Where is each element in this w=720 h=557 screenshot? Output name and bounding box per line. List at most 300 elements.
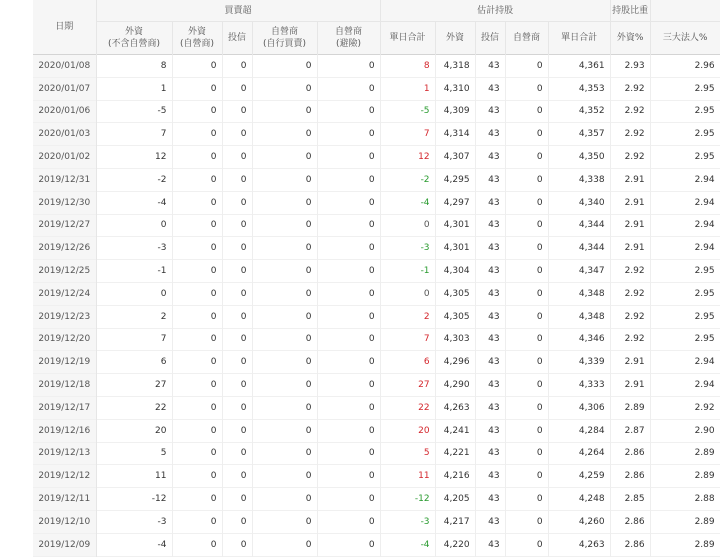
cell-pct-three-institutions: 2.89 bbox=[650, 442, 720, 465]
table-row bbox=[33, 282, 720, 305]
cell-pct-foreign: 2.86 bbox=[610, 510, 650, 533]
header-holding-trust: 投信 bbox=[475, 22, 505, 55]
cell-dealer-self-net: 0 bbox=[252, 465, 317, 488]
cell-pct-foreign: 2.92 bbox=[610, 146, 650, 169]
cell-trust-net: 0 bbox=[222, 77, 252, 100]
cell-pct-three-institutions: 2.95 bbox=[650, 328, 720, 351]
header-holding-foreign: 外資 bbox=[435, 22, 475, 55]
cell-foreign-dealer-net: 0 bbox=[172, 328, 222, 351]
cell-foreign-net: 22 bbox=[96, 396, 172, 419]
cell-foreign-net: 2 bbox=[96, 305, 172, 328]
cell-holding-foreign: 4,305 bbox=[435, 305, 475, 328]
row-date: 2019/12/19 bbox=[33, 351, 96, 374]
cell-foreign-net: -1 bbox=[96, 260, 172, 283]
row-date: 2019/12/12 bbox=[33, 465, 96, 488]
row-date: 2019/12/13 bbox=[33, 442, 96, 465]
cell-holding-trust: 43 bbox=[475, 191, 505, 214]
header-group-empty bbox=[650, 0, 720, 22]
cell-daily-total: 22 bbox=[380, 396, 435, 419]
cell-holding-foreign: 4,290 bbox=[435, 374, 475, 397]
cell-foreign-net: -12 bbox=[96, 488, 172, 511]
cell-pct-foreign: 2.86 bbox=[610, 442, 650, 465]
cell-holding-dealer: 0 bbox=[505, 146, 548, 169]
cell-holding-foreign: 4,217 bbox=[435, 510, 475, 533]
cell-trust-net: 0 bbox=[222, 488, 252, 511]
cell-dealer-hedge-net: 0 bbox=[317, 533, 380, 556]
cell-dealer-self-net: 0 bbox=[252, 77, 317, 100]
cell-holding-dealer: 0 bbox=[505, 77, 548, 100]
cell-dealer-hedge-net: 0 bbox=[317, 168, 380, 191]
cell-foreign-dealer-net: 0 bbox=[172, 533, 222, 556]
cell-dealer-hedge-net: 0 bbox=[317, 374, 380, 397]
cell-trust-net: 0 bbox=[222, 191, 252, 214]
cell-dealer-hedge-net: 0 bbox=[317, 465, 380, 488]
cell-pct-three-institutions: 2.95 bbox=[650, 305, 720, 328]
cell-foreign-net: 20 bbox=[96, 419, 172, 442]
cell-foreign-net: -3 bbox=[96, 510, 172, 533]
cell-holding-trust: 43 bbox=[475, 123, 505, 146]
cell-dealer-hedge-net: 0 bbox=[317, 55, 380, 78]
cell-holding-total: 4,248 bbox=[548, 488, 610, 511]
cell-holding-foreign: 4,205 bbox=[435, 488, 475, 511]
table-header bbox=[33, 0, 720, 55]
row-date: 2020/01/03 bbox=[33, 123, 96, 146]
cell-foreign-dealer-net: 0 bbox=[172, 214, 222, 237]
table-row bbox=[33, 488, 720, 511]
header-pct-three-institutions: 三大法人% bbox=[650, 22, 720, 55]
cell-daily-total: 11 bbox=[380, 465, 435, 488]
row-date: 2019/12/26 bbox=[33, 237, 96, 260]
cell-holding-total: 4,350 bbox=[548, 146, 610, 169]
cell-trust-net: 0 bbox=[222, 328, 252, 351]
cell-dealer-hedge-net: 0 bbox=[317, 123, 380, 146]
cell-dealer-self-net: 0 bbox=[252, 442, 317, 465]
cell-holding-total: 4,344 bbox=[548, 237, 610, 260]
cell-dealer-hedge-net: 0 bbox=[317, 191, 380, 214]
cell-pct-three-institutions: 2.94 bbox=[650, 191, 720, 214]
cell-foreign-dealer-net: 0 bbox=[172, 77, 222, 100]
table-row bbox=[33, 374, 720, 397]
cell-trust-net: 0 bbox=[222, 374, 252, 397]
cell-holding-trust: 43 bbox=[475, 351, 505, 374]
header-holding-total: 單日合計 bbox=[548, 22, 610, 55]
cell-holding-foreign: 4,305 bbox=[435, 282, 475, 305]
cell-foreign-net: -3 bbox=[96, 237, 172, 260]
header-trust-net: 投信 bbox=[222, 22, 252, 55]
cell-holding-trust: 43 bbox=[475, 100, 505, 123]
cell-dealer-hedge-net: 0 bbox=[317, 282, 380, 305]
cell-daily-total: 0 bbox=[380, 214, 435, 237]
table-row bbox=[33, 191, 720, 214]
cell-dealer-self-net: 0 bbox=[252, 55, 317, 78]
cell-holding-trust: 43 bbox=[475, 305, 505, 328]
cell-dealer-self-net: 0 bbox=[252, 168, 317, 191]
cell-dealer-self-net: 0 bbox=[252, 396, 317, 419]
cell-foreign-net: 7 bbox=[96, 123, 172, 146]
cell-foreign-dealer-net: 0 bbox=[172, 374, 222, 397]
cell-daily-total: 1 bbox=[380, 77, 435, 100]
cell-pct-foreign: 2.91 bbox=[610, 191, 650, 214]
cell-holding-foreign: 4,309 bbox=[435, 100, 475, 123]
cell-dealer-hedge-net: 0 bbox=[317, 488, 380, 511]
cell-holding-trust: 43 bbox=[475, 374, 505, 397]
cell-foreign-net: -4 bbox=[96, 533, 172, 556]
cell-holding-foreign: 4,304 bbox=[435, 260, 475, 283]
table-row bbox=[33, 442, 720, 465]
cell-holding-dealer: 0 bbox=[505, 168, 548, 191]
cell-holding-dealer: 0 bbox=[505, 351, 548, 374]
cell-holding-total: 4,348 bbox=[548, 282, 610, 305]
cell-pct-foreign: 2.92 bbox=[610, 123, 650, 146]
cell-holding-total: 4,344 bbox=[548, 214, 610, 237]
cell-daily-total: 8 bbox=[380, 55, 435, 78]
cell-holding-dealer: 0 bbox=[505, 488, 548, 511]
cell-pct-three-institutions: 2.88 bbox=[650, 488, 720, 511]
cell-foreign-dealer-net: 0 bbox=[172, 100, 222, 123]
cell-daily-total: 27 bbox=[380, 374, 435, 397]
cell-holding-dealer: 0 bbox=[505, 237, 548, 260]
table-row bbox=[33, 214, 720, 237]
cell-pct-foreign: 2.92 bbox=[610, 305, 650, 328]
row-date: 2020/01/02 bbox=[33, 146, 96, 169]
cell-holding-trust: 43 bbox=[475, 214, 505, 237]
cell-dealer-self-net: 0 bbox=[252, 328, 317, 351]
cell-holding-trust: 43 bbox=[475, 533, 505, 556]
cell-holding-dealer: 0 bbox=[505, 100, 548, 123]
cell-pct-three-institutions: 2.95 bbox=[650, 146, 720, 169]
cell-pct-foreign: 2.91 bbox=[610, 237, 650, 260]
cell-holding-dealer: 0 bbox=[505, 396, 548, 419]
table-row bbox=[33, 419, 720, 442]
cell-daily-total: 20 bbox=[380, 419, 435, 442]
cell-foreign-dealer-net: 0 bbox=[172, 305, 222, 328]
cell-daily-total: -12 bbox=[380, 488, 435, 511]
cell-holding-total: 4,333 bbox=[548, 374, 610, 397]
cell-pct-foreign: 2.91 bbox=[610, 374, 650, 397]
cell-foreign-net: 8 bbox=[96, 55, 172, 78]
cell-dealer-hedge-net: 0 bbox=[317, 396, 380, 419]
cell-foreign-dealer-net: 0 bbox=[172, 237, 222, 260]
cell-holding-total: 4,361 bbox=[548, 55, 610, 78]
cell-pct-three-institutions: 2.95 bbox=[650, 282, 720, 305]
cell-foreign-net: 5 bbox=[96, 442, 172, 465]
cell-foreign-net: 11 bbox=[96, 465, 172, 488]
cell-holding-trust: 43 bbox=[475, 55, 505, 78]
header-foreign-net: 外資 (不含自營商) bbox=[96, 22, 172, 55]
cell-holding-total: 4,259 bbox=[548, 465, 610, 488]
header-group-holding: 估計持股 bbox=[380, 0, 610, 22]
cell-dealer-self-net: 0 bbox=[252, 123, 317, 146]
cell-holding-trust: 43 bbox=[475, 419, 505, 442]
cell-foreign-dealer-net: 0 bbox=[172, 123, 222, 146]
cell-holding-dealer: 0 bbox=[505, 214, 548, 237]
cell-holding-trust: 43 bbox=[475, 442, 505, 465]
cell-daily-total: -5 bbox=[380, 100, 435, 123]
cell-holding-foreign: 4,318 bbox=[435, 55, 475, 78]
cell-holding-total: 4,264 bbox=[548, 442, 610, 465]
cell-daily-total: -1 bbox=[380, 260, 435, 283]
table-row bbox=[33, 510, 720, 533]
cell-dealer-hedge-net: 0 bbox=[317, 328, 380, 351]
cell-foreign-dealer-net: 0 bbox=[172, 419, 222, 442]
cell-holding-foreign: 4,216 bbox=[435, 465, 475, 488]
cell-foreign-dealer-net: 0 bbox=[172, 488, 222, 511]
cell-foreign-net: -4 bbox=[96, 191, 172, 214]
row-date: 2019/12/18 bbox=[33, 374, 96, 397]
cell-holding-total: 4,260 bbox=[548, 510, 610, 533]
cell-holding-foreign: 4,220 bbox=[435, 533, 475, 556]
table-row bbox=[33, 396, 720, 419]
cell-holding-foreign: 4,307 bbox=[435, 146, 475, 169]
header-dealer-self-net: 自營商 (自行買賣) bbox=[252, 22, 317, 55]
cell-pct-three-institutions: 2.89 bbox=[650, 533, 720, 556]
cell-pct-foreign: 2.85 bbox=[610, 488, 650, 511]
cell-dealer-hedge-net: 0 bbox=[317, 214, 380, 237]
row-date: 2019/12/17 bbox=[33, 396, 96, 419]
cell-dealer-hedge-net: 0 bbox=[317, 442, 380, 465]
cell-pct-foreign: 2.93 bbox=[610, 55, 650, 78]
header-foreign-dealer-net: 外資 (自營商) bbox=[172, 22, 222, 55]
cell-daily-total: 2 bbox=[380, 305, 435, 328]
cell-holding-foreign: 4,295 bbox=[435, 168, 475, 191]
cell-trust-net: 0 bbox=[222, 465, 252, 488]
table-row bbox=[33, 328, 720, 351]
cell-holding-trust: 43 bbox=[475, 168, 505, 191]
cell-holding-dealer: 0 bbox=[505, 191, 548, 214]
cell-holding-foreign: 4,241 bbox=[435, 419, 475, 442]
cell-trust-net: 0 bbox=[222, 396, 252, 419]
table-row bbox=[33, 55, 720, 78]
cell-pct-three-institutions: 2.95 bbox=[650, 260, 720, 283]
cell-foreign-net: 6 bbox=[96, 351, 172, 374]
cell-holding-total: 4,357 bbox=[548, 123, 610, 146]
cell-pct-three-institutions: 2.94 bbox=[650, 237, 720, 260]
cell-dealer-self-net: 0 bbox=[252, 146, 317, 169]
table-row bbox=[33, 533, 720, 556]
cell-dealer-self-net: 0 bbox=[252, 510, 317, 533]
cell-foreign-dealer-net: 0 bbox=[172, 351, 222, 374]
cell-holding-dealer: 0 bbox=[505, 305, 548, 328]
institutional-trading-table-container bbox=[33, 0, 720, 557]
cell-dealer-hedge-net: 0 bbox=[317, 100, 380, 123]
cell-pct-foreign: 2.89 bbox=[610, 396, 650, 419]
row-date: 2019/12/24 bbox=[33, 282, 96, 305]
cell-holding-foreign: 4,301 bbox=[435, 237, 475, 260]
cell-dealer-hedge-net: 0 bbox=[317, 305, 380, 328]
row-date: 2020/01/08 bbox=[33, 55, 96, 78]
cell-pct-foreign: 2.92 bbox=[610, 260, 650, 283]
cell-holding-trust: 43 bbox=[475, 77, 505, 100]
cell-trust-net: 0 bbox=[222, 305, 252, 328]
cell-foreign-dealer-net: 0 bbox=[172, 465, 222, 488]
header-group-ratio: 持股比重 bbox=[610, 0, 650, 22]
cell-holding-total: 4,347 bbox=[548, 260, 610, 283]
cell-foreign-dealer-net: 0 bbox=[172, 55, 222, 78]
cell-foreign-dealer-net: 0 bbox=[172, 168, 222, 191]
row-date: 2020/01/06 bbox=[33, 100, 96, 123]
cell-foreign-dealer-net: 0 bbox=[172, 510, 222, 533]
cell-trust-net: 0 bbox=[222, 533, 252, 556]
cell-daily-total: 6 bbox=[380, 351, 435, 374]
cell-dealer-hedge-net: 0 bbox=[317, 77, 380, 100]
cell-foreign-dealer-net: 0 bbox=[172, 282, 222, 305]
cell-foreign-dealer-net: 0 bbox=[172, 260, 222, 283]
cell-dealer-self-net: 0 bbox=[252, 282, 317, 305]
cell-pct-three-institutions: 2.94 bbox=[650, 214, 720, 237]
cell-holding-total: 4,346 bbox=[548, 328, 610, 351]
cell-holding-dealer: 0 bbox=[505, 419, 548, 442]
row-date: 2019/12/31 bbox=[33, 168, 96, 191]
cell-daily-total: 5 bbox=[380, 442, 435, 465]
cell-daily-total: 12 bbox=[380, 146, 435, 169]
cell-trust-net: 0 bbox=[222, 100, 252, 123]
cell-holding-trust: 43 bbox=[475, 282, 505, 305]
cell-holding-foreign: 4,310 bbox=[435, 77, 475, 100]
cell-foreign-net: 12 bbox=[96, 146, 172, 169]
cell-pct-foreign: 2.92 bbox=[610, 282, 650, 305]
cell-holding-trust: 43 bbox=[475, 465, 505, 488]
cell-daily-total: -4 bbox=[380, 191, 435, 214]
cell-dealer-self-net: 0 bbox=[252, 214, 317, 237]
cell-holding-total: 4,353 bbox=[548, 77, 610, 100]
cell-holding-dealer: 0 bbox=[505, 123, 548, 146]
table-row bbox=[33, 123, 720, 146]
table-row bbox=[33, 100, 720, 123]
cell-pct-three-institutions: 2.89 bbox=[650, 510, 720, 533]
cell-pct-three-institutions: 2.94 bbox=[650, 351, 720, 374]
cell-holding-foreign: 4,303 bbox=[435, 328, 475, 351]
cell-holding-total: 4,352 bbox=[548, 100, 610, 123]
cell-foreign-net: 7 bbox=[96, 328, 172, 351]
cell-pct-foreign: 2.86 bbox=[610, 533, 650, 556]
cell-pct-three-institutions: 2.92 bbox=[650, 396, 720, 419]
cell-dealer-hedge-net: 0 bbox=[317, 419, 380, 442]
cell-holding-dealer: 0 bbox=[505, 282, 548, 305]
cell-trust-net: 0 bbox=[222, 260, 252, 283]
cell-holding-foreign: 4,296 bbox=[435, 351, 475, 374]
cell-trust-net: 0 bbox=[222, 237, 252, 260]
table-row bbox=[33, 260, 720, 283]
cell-foreign-net: 27 bbox=[96, 374, 172, 397]
cell-dealer-self-net: 0 bbox=[252, 260, 317, 283]
cell-holding-trust: 43 bbox=[475, 328, 505, 351]
cell-dealer-self-net: 0 bbox=[252, 305, 317, 328]
row-date: 2019/12/23 bbox=[33, 305, 96, 328]
cell-holding-total: 4,338 bbox=[548, 168, 610, 191]
cell-dealer-self-net: 0 bbox=[252, 100, 317, 123]
cell-holding-total: 4,340 bbox=[548, 191, 610, 214]
table-row bbox=[33, 146, 720, 169]
cell-pct-three-institutions: 2.96 bbox=[650, 55, 720, 78]
table-row bbox=[33, 237, 720, 260]
cell-holding-total: 4,339 bbox=[548, 351, 610, 374]
institutional-trading-table bbox=[33, 0, 720, 557]
cell-holding-trust: 43 bbox=[475, 488, 505, 511]
row-date: 2019/12/16 bbox=[33, 419, 96, 442]
cell-pct-three-institutions: 2.95 bbox=[650, 77, 720, 100]
cell-pct-foreign: 2.91 bbox=[610, 168, 650, 191]
cell-daily-total: -3 bbox=[380, 237, 435, 260]
cell-holding-dealer: 0 bbox=[505, 442, 548, 465]
cell-dealer-hedge-net: 0 bbox=[317, 351, 380, 374]
cell-holding-foreign: 4,314 bbox=[435, 123, 475, 146]
cell-daily-total: 7 bbox=[380, 328, 435, 351]
cell-holding-trust: 43 bbox=[475, 396, 505, 419]
cell-dealer-self-net: 0 bbox=[252, 488, 317, 511]
table-row bbox=[33, 351, 720, 374]
cell-daily-total: -3 bbox=[380, 510, 435, 533]
cell-pct-foreign: 2.92 bbox=[610, 77, 650, 100]
cell-holding-dealer: 0 bbox=[505, 510, 548, 533]
cell-pct-foreign: 2.91 bbox=[610, 214, 650, 237]
row-date: 2019/12/30 bbox=[33, 191, 96, 214]
cell-foreign-dealer-net: 0 bbox=[172, 396, 222, 419]
cell-holding-trust: 43 bbox=[475, 260, 505, 283]
cell-pct-foreign: 2.86 bbox=[610, 465, 650, 488]
row-date: 2019/12/20 bbox=[33, 328, 96, 351]
cell-dealer-self-net: 0 bbox=[252, 351, 317, 374]
cell-holding-dealer: 0 bbox=[505, 533, 548, 556]
table-row bbox=[33, 77, 720, 100]
cell-holding-dealer: 0 bbox=[505, 465, 548, 488]
cell-pct-three-institutions: 2.95 bbox=[650, 123, 720, 146]
cell-holding-trust: 43 bbox=[475, 510, 505, 533]
cell-foreign-net: -5 bbox=[96, 100, 172, 123]
cell-holding-trust: 43 bbox=[475, 146, 505, 169]
cell-trust-net: 0 bbox=[222, 146, 252, 169]
row-date: 2019/12/10 bbox=[33, 510, 96, 533]
cell-trust-net: 0 bbox=[222, 214, 252, 237]
cell-holding-total: 4,348 bbox=[548, 305, 610, 328]
cell-dealer-self-net: 0 bbox=[252, 191, 317, 214]
cell-foreign-dealer-net: 0 bbox=[172, 191, 222, 214]
cell-trust-net: 0 bbox=[222, 55, 252, 78]
table-body bbox=[33, 55, 720, 557]
cell-pct-foreign: 2.91 bbox=[610, 351, 650, 374]
cell-dealer-hedge-net: 0 bbox=[317, 237, 380, 260]
cell-daily-total: 0 bbox=[380, 282, 435, 305]
cell-pct-three-institutions: 2.94 bbox=[650, 374, 720, 397]
cell-daily-total: -4 bbox=[380, 533, 435, 556]
header-dealer-hedge-net: 自營商 (避險) bbox=[317, 22, 380, 55]
cell-holding-dealer: 0 bbox=[505, 328, 548, 351]
row-date: 2019/12/11 bbox=[33, 488, 96, 511]
cell-trust-net: 0 bbox=[222, 351, 252, 374]
cell-trust-net: 0 bbox=[222, 510, 252, 533]
cell-trust-net: 0 bbox=[222, 168, 252, 191]
cell-holding-total: 4,263 bbox=[548, 533, 610, 556]
cell-holding-total: 4,306 bbox=[548, 396, 610, 419]
cell-pct-three-institutions: 2.89 bbox=[650, 465, 720, 488]
header-group-trade: 買賣超 bbox=[96, 0, 380, 22]
table-row bbox=[33, 305, 720, 328]
cell-dealer-hedge-net: 0 bbox=[317, 510, 380, 533]
cell-trust-net: 0 bbox=[222, 419, 252, 442]
cell-foreign-net: 0 bbox=[96, 214, 172, 237]
cell-daily-total: -2 bbox=[380, 168, 435, 191]
cell-dealer-self-net: 0 bbox=[252, 374, 317, 397]
cell-pct-foreign: 2.87 bbox=[610, 419, 650, 442]
cell-holding-foreign: 4,263 bbox=[435, 396, 475, 419]
cell-dealer-self-net: 0 bbox=[252, 237, 317, 260]
cell-holding-dealer: 0 bbox=[505, 260, 548, 283]
cell-foreign-net: 0 bbox=[96, 282, 172, 305]
cell-dealer-self-net: 0 bbox=[252, 533, 317, 556]
row-date: 2019/12/27 bbox=[33, 214, 96, 237]
cell-trust-net: 0 bbox=[222, 442, 252, 465]
row-date: 2019/12/09 bbox=[33, 533, 96, 556]
cell-foreign-dealer-net: 0 bbox=[172, 442, 222, 465]
